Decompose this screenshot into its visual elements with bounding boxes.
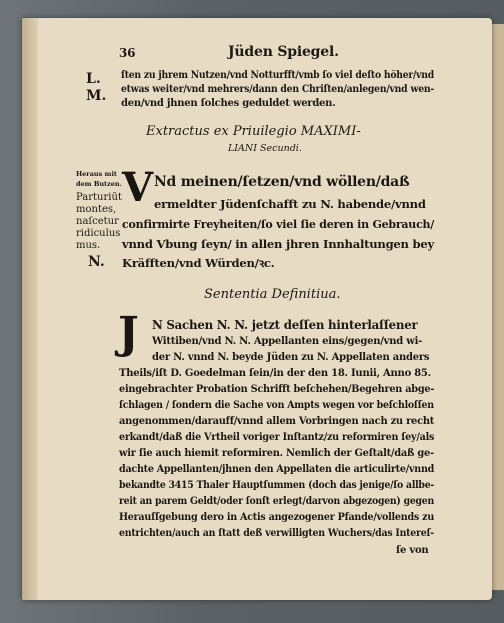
text-line: Herauſſgebung dero in Actis angezogener Pfande/vollends zu xyxy=(119,512,435,523)
text-line: Kräfften/vnd Würden/ꝛc. xyxy=(122,256,275,270)
page-gutter xyxy=(22,18,38,600)
text-line: Theils/iſt D. Goedelman ſein/in der den 18. Iunii, Anno 85. xyxy=(119,368,431,379)
side-note-line: Parturiūt xyxy=(76,192,122,203)
text-line: confirmirte Freyheiten/ſo viel ſie deren in Gebrauch/ xyxy=(122,217,435,231)
text-line: N Sachen N. N. jetzt deſſen hinterlaſſener xyxy=(152,318,418,332)
text-line: der N. vnnd N. beyde Jüden zu N. Appellaten anders xyxy=(152,352,430,363)
extract-heading-2: LIANI Secundi. xyxy=(228,143,302,154)
text-line: Wittiben/vnd N. N. Appellanten eins/gegen/vnd wi- xyxy=(152,336,423,347)
text-line: erkandt/daß die Vrtheil voriger Inſtantz/zu reformiren ſey/als xyxy=(119,432,435,443)
side-letter-n: N. xyxy=(88,254,105,270)
text-line: ermeldter Jüdenſchafft zu N. habende/vnnd xyxy=(154,197,426,211)
text-line: den/vnd jhnen ſolches geduldet werden. xyxy=(121,98,336,109)
text-line: reit an parem Geldt/oder ſonſt erlegt/darvon abgezogen) gegen xyxy=(119,496,435,507)
text-line: ſten zu jhrem Nutzen/vnd Notturfft/vmb ſo viel deſto höher/vnd xyxy=(121,70,435,81)
text-line: wir ſie auch hiemit reformiren. Nemlich der Geſtalt/daß ge- xyxy=(119,448,434,459)
page-number: 36 xyxy=(119,46,136,60)
text-line: angenommen/darauff/vnnd allem Vorbringen nach zu recht xyxy=(119,416,435,427)
drop-cap: V xyxy=(122,164,154,211)
text-line: entrichten/auch an ſtatt deß verwilligten Wuchers/das Intereſ- xyxy=(119,528,434,539)
text-line: Nd meinen/ſetzen/vnd wöllen/daß xyxy=(154,174,410,190)
text-line: ſchlagen / ſondern die Sache von Ampts wegen vor beſchloſſen xyxy=(119,400,434,411)
side-note-small: dem Butzen. xyxy=(76,180,122,188)
text-line: dachte Appellanten/jhnen den Appellaten die articulirte/vnnd xyxy=(119,464,435,475)
text-line: eingebrachter Probation Schrifft beſchehen/Begehren abge- xyxy=(119,384,435,395)
text-line: vnnd Vbung ſeyn/ in allen jhren Innhaltungen bey xyxy=(122,237,434,251)
extract-heading: Extractus ex Priuilegio MAXIMI- xyxy=(146,124,361,139)
side-note-line: ridiculus xyxy=(76,228,121,239)
margin-letter-l: L. xyxy=(86,71,101,87)
text-line: etwas weiter/vnd mehrers/dann den Chriſten/anlegen/vnd wen- xyxy=(121,84,435,95)
side-note-line: mus. xyxy=(76,240,101,251)
catchword: ſe von xyxy=(396,545,429,556)
side-note-small: Heraus mit xyxy=(76,170,117,178)
running-head: Jüden Spiegel. xyxy=(228,44,339,60)
side-note-line: montes, xyxy=(76,204,117,215)
side-note-line: naſcetur xyxy=(76,216,119,227)
margin-letter-m: M. xyxy=(86,88,107,104)
sentence-heading: Sententia Definitiua. xyxy=(204,287,341,302)
drop-cap: J xyxy=(118,308,139,359)
text-line: bekandte 3415 Thaler Hauptſummen (doch das jenige/ſo allbe- xyxy=(119,480,435,491)
